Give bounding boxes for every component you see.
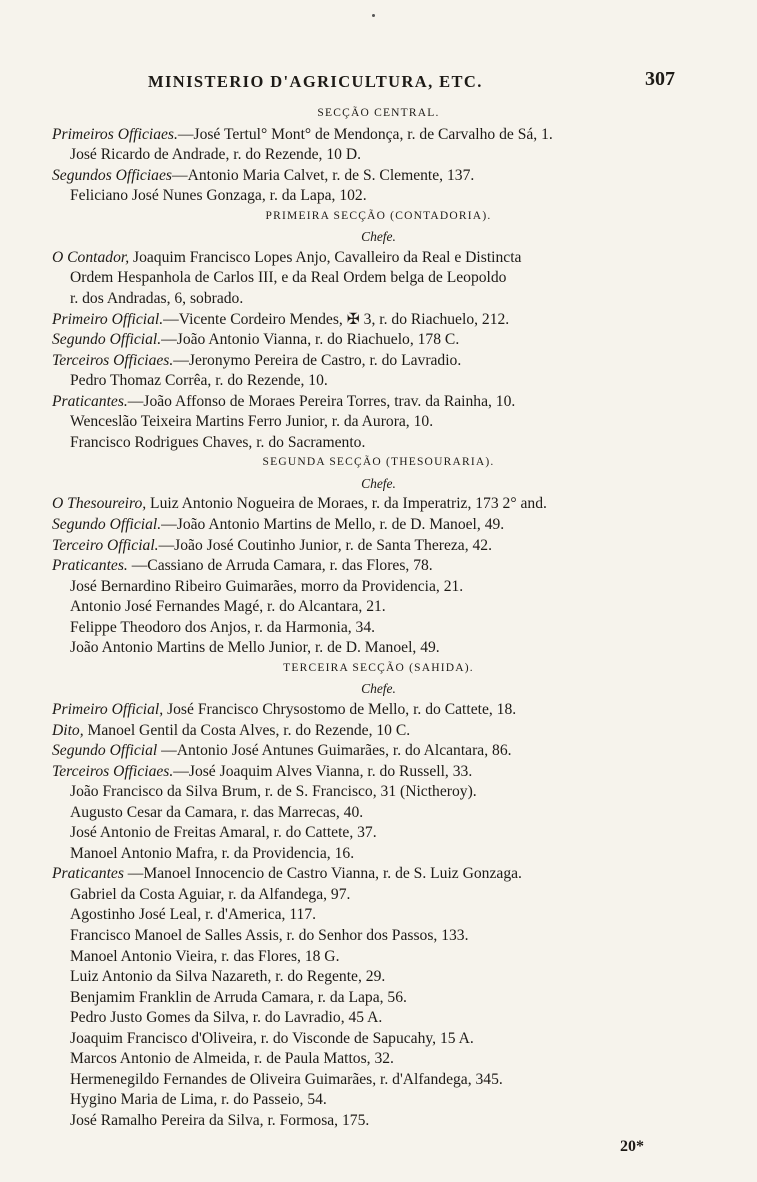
directory-entry-continuation (70, 967, 385, 986)
entry-text: SECÇÃO CENTRAL. (317, 107, 440, 119)
directory-entry-continuation (70, 823, 377, 842)
directory-entry-continuation (70, 268, 506, 287)
directory-entry-continuation (70, 885, 350, 904)
entry-text: r. dos Andradas, 6, sobrado. (70, 289, 244, 307)
entry-text: Benjamim Franklin de Arruda Camara, r. da Lapa, 56. (70, 988, 407, 1006)
entry-text: TERCEIRA SECÇÃO (SAHIDA). (283, 661, 474, 674)
entry-text: —Antonio Maria Calvet, r. de S. Clemente, 137. (171, 166, 475, 184)
entry-text: José Francisco Chrysostomo de Mello, r. do Cattete, 18. (163, 700, 517, 718)
entry-role: Terceiro Official. (52, 536, 159, 554)
directory-entry (52, 125, 553, 144)
directory-entry-continuation (70, 1008, 382, 1027)
section-heading (0, 453, 757, 472)
directory-entry-continuation (70, 947, 339, 966)
entry-text: Antonio José Fernandes Magé, r. do Alcantara, 21. (70, 598, 386, 616)
entry-text: —Vicente Cordeiro Mendes, ✠ 3, r. do Riachuelo, 212. (163, 310, 510, 328)
directory-entry-continuation (70, 433, 365, 452)
entry-text: Pedro Thomaz Corrêa, r. do Rezende, 10. (70, 372, 328, 390)
directory-entry (52, 351, 461, 370)
entry-text: Marcos Antonio de Almeida, r. de Paula Mattos, 32. (70, 1050, 394, 1068)
directory-entry-continuation (70, 1049, 394, 1068)
entry-text: João Antonio Martins de Mello Junior, r. de D. Manoel, 49. (70, 639, 440, 657)
directory-entry-continuation (70, 577, 463, 596)
directory-entry-continuation (70, 289, 243, 308)
directory-entry (52, 741, 512, 760)
entry-role: Dito, (52, 721, 84, 739)
entry-text: Agostinho José Leal, r. d'America, 117. (70, 906, 317, 924)
signature-mark: 20* (620, 1138, 644, 1155)
section-heading (0, 104, 757, 123)
entry-text: Ordem Hespanhola de Carlos III, e da Real Ordem belga de Leopoldo (70, 269, 507, 287)
entry-text: Luiz Antonio Nogueira de Moraes, r. da Imperatriz, 173 2° and. (146, 495, 547, 513)
directory-entry-continuation (70, 905, 316, 924)
directory-entry-continuation (70, 1070, 503, 1089)
entry-text: Manoel Gentil da Costa Alves, r. do Rezende, 10 C. (83, 721, 411, 739)
entry-text: Gabriel da Costa Aguiar, r. da Alfandega, 97. (70, 885, 351, 903)
directory-entry-continuation (70, 1090, 327, 1109)
entry-text: Manoel Antonio Vieira, r. das Flores, 18 G. (70, 947, 340, 965)
directory-entry (52, 494, 547, 513)
section-subheading (0, 474, 757, 493)
directory-entry (52, 700, 516, 719)
directory-entry-continuation (70, 618, 375, 637)
directory-entry-continuation (70, 803, 363, 822)
directory-entry-continuation (70, 926, 469, 945)
directory-entry (52, 515, 504, 534)
entry-text: —José Joaquim Alves Vianna, r. do Russell, 33. (173, 762, 473, 780)
entry-text: Wenceslão Teixeira Martins Ferro Junior, r. da Aurora, 10. (70, 413, 434, 431)
directory-entry (52, 392, 515, 411)
entry-text: Augusto Cesar da Camara, r. das Marrecas, 40. (70, 803, 364, 821)
entry-role: Primeiros Officiaes. (52, 125, 178, 143)
section-heading (0, 659, 757, 678)
entry-text: SEGUNDA SECÇÃO (THESOURARIA). (262, 456, 495, 469)
directory-entry (52, 556, 433, 575)
entry-text: —José Tertul° Mont° de Mendonça, r. de Carvalho de Sá, 1. (177, 125, 553, 143)
directory-entry-continuation (70, 988, 407, 1007)
directory-entry (52, 330, 459, 349)
directory-entry (52, 721, 410, 740)
entry-text: Chefe. (361, 681, 396, 697)
entry-text: —João José Coutinho Junior, r. de Santa Thereza, 42. (158, 536, 492, 554)
entry-text: Feliciano José Nunes Gonzaga, r. da Lapa, 102. (70, 187, 367, 205)
directory-entry (52, 310, 509, 329)
print-speck (372, 14, 375, 17)
directory-entry-continuation (70, 371, 328, 390)
entry-role: Praticantes. (52, 557, 128, 575)
entry-text: José Bernardino Ribeiro Guimarães, morro da Providencia, 21. (70, 577, 464, 595)
directory-entry-continuation (70, 145, 361, 164)
directory-entry (52, 248, 521, 267)
entry-text: Joaquim Francisco d'Oliveira, r. do Visconde de Sapucahy, 15 A. (70, 1029, 474, 1047)
directory-entry-continuation (70, 1029, 474, 1048)
entry-role: Terceiros Officiaes. (52, 762, 174, 780)
entry-text: Hygino Maria de Lima, r. do Passeio, 54. (70, 1091, 327, 1109)
entry-role: Terceiros Officiaes. (52, 351, 174, 369)
entry-text: —Cassiano de Arruda Camara, r. das Flores, 78. (127, 557, 433, 575)
entry-text: Pedro Justo Gomes da Silva, r. do Lavradio, 45 A. (70, 1009, 383, 1027)
directory-entry (52, 166, 474, 185)
entry-role: O Contador, (52, 248, 130, 266)
entry-text: —Manoel Innocencio de Castro Vianna, r. de S. Luiz Gonzaga. (123, 865, 522, 883)
directory-entry-continuation (70, 597, 386, 616)
running-title: MINISTERIO D'AGRICULTURA, ETC. (148, 72, 483, 91)
entry-text: Manoel Antonio Mafra, r. da Providencia, 16. (70, 844, 355, 862)
directory-entry (52, 536, 492, 555)
directory-entry-continuation (70, 782, 477, 801)
entry-text: Hermenegildo Fernandes de Oliveira Guimarães, r. d'Alfandega, 345. (70, 1070, 503, 1088)
entry-role: Primeiro Official, (52, 700, 164, 718)
entry-role: Segundo Official. (52, 331, 162, 349)
entry-text: —João Antonio Vianna, r. do Riachuelo, 178 C. (161, 331, 460, 349)
entry-text: Felippe Theodoro dos Anjos, r. da Harmonia, 34. (70, 618, 376, 636)
directory-entry-continuation (70, 186, 367, 205)
entry-text: Joaquim Francisco Lopes Anjo, Cavalleiro da Real e Distincta (129, 248, 522, 266)
entry-text: José Antonio de Freitas Amaral, r. do Cattete, 37. (70, 824, 377, 842)
entry-text: Francisco Manoel de Salles Assis, r. do Senhor dos Passos, 133. (70, 927, 469, 944)
entry-role: Praticantes. (52, 392, 128, 410)
entry-role: Praticantes (52, 865, 124, 883)
directory-entry-continuation (70, 1111, 369, 1130)
section-subheading (0, 227, 757, 246)
entry-text: João Francisco da Silva Brum, r. de S. Francisco, 31 (Nictheroy). (70, 783, 477, 801)
entry-text: —João Affonso de Moraes Pereira Torres, trav. da Rainha, 10. (127, 392, 516, 410)
directory-entry (52, 762, 472, 781)
directory-entry (52, 864, 522, 883)
entry-role: Segundos Officiaes (52, 166, 172, 184)
entry-text: —Antonio José Antunes Guimarães, r. do Alcantara, 86. (157, 742, 512, 760)
entry-text: José Ricardo de Andrade, r. do Rezende, 10 D. (70, 146, 362, 164)
section-subheading (0, 679, 757, 698)
directory-entry-continuation (70, 638, 440, 657)
entry-text: Luiz Antonio da Silva Nazareth, r. do Regente, 29. (70, 968, 386, 986)
entry-role: Segundo Official. (52, 516, 162, 533)
directory-entry-continuation (70, 844, 354, 863)
entry-text: Chefe. (361, 475, 396, 491)
entry-text: —Jeronymo Pereira de Castro, r. do Lavradio. (173, 351, 462, 369)
entry-role: Primeiro Official. (52, 310, 164, 328)
entry-text: —João Antonio Martins de Mello, r. de D. Manoel, 49. (161, 516, 505, 533)
entry-role: Segundo Official (52, 742, 158, 760)
entry-text: Chefe. (361, 229, 396, 245)
entry-role: O Thesoureiro, (52, 495, 147, 513)
entry-text: PRIMEIRA SECÇÃO (CONTADORIA). (265, 209, 492, 222)
entry-text: Francisco Rodrigues Chaves, r. do Sacramento. (70, 433, 366, 451)
section-heading (0, 207, 757, 226)
directory-entry-continuation (70, 412, 433, 431)
entry-text: José Ramalho Pereira da Silva, r. Formosa, 175. (70, 1111, 370, 1129)
page-number: 307 (645, 68, 675, 90)
